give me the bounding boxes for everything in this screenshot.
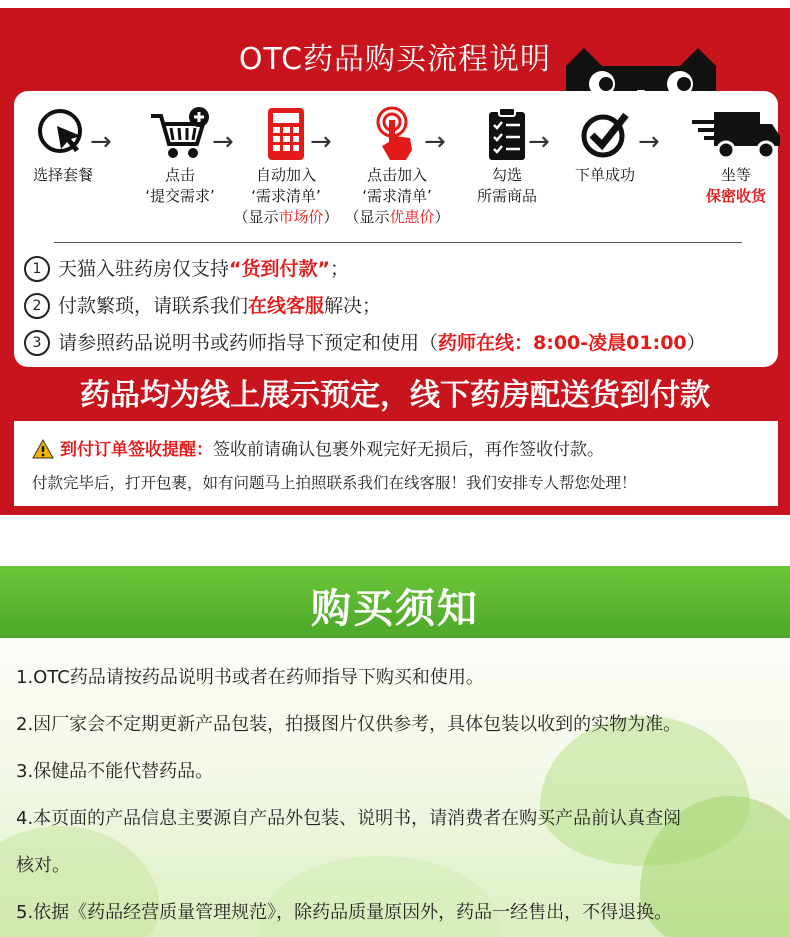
note-item: 3 请参照药品说明书或药师指导下预定和使用（药师在线：8:00-凌晨01:00） bbox=[24, 325, 768, 362]
divider bbox=[54, 242, 742, 243]
arrow-icon: → bbox=[638, 127, 660, 157]
note-item: 1 天猫入驻药房仅支持“货到付款”； bbox=[24, 251, 768, 288]
step-await-delivery: 坐等 保密收货 bbox=[677, 103, 790, 207]
arrow-icon: → bbox=[310, 127, 332, 157]
note-item: 2 付款繁琐，请联系我们在线客服解决； bbox=[24, 288, 768, 325]
rule-item: 3.保健品不能代替药品。 bbox=[16, 761, 214, 782]
notice-rules bbox=[16, 654, 780, 936]
step-submit-request: 点击 ‘提交需求’ bbox=[121, 103, 239, 207]
rule-item: 核对。 bbox=[16, 855, 70, 876]
step-select-goods: 勾选 所需商品 bbox=[448, 103, 566, 207]
process-steps bbox=[14, 103, 778, 243]
otc-process-panel bbox=[0, 8, 790, 515]
step-choose-package: 选择套餐 bbox=[4, 103, 122, 186]
rule-item: 4.本页面的产品信息主要源自产品外包装、说明书，请消费者在购买产品前认真查阅 bbox=[16, 808, 682, 829]
arrow-icon: → bbox=[90, 127, 112, 157]
cart-add-icon bbox=[149, 106, 211, 162]
notice-title: 购买须知 bbox=[311, 586, 479, 632]
purchase-notice-panel bbox=[0, 566, 790, 937]
process-card bbox=[14, 91, 778, 367]
arrow-icon: → bbox=[212, 127, 234, 157]
step-click-add: 点击加入 ‘需求清单’ （显示优惠价） bbox=[338, 103, 456, 228]
check-circle-icon bbox=[580, 109, 630, 159]
rule-item: 2.因厂家会不定期更新产品包装，拍摄图片仅供参考，具体包装以收到的实物为准。 bbox=[16, 714, 682, 735]
arrow-icon: → bbox=[528, 127, 550, 157]
rule-item: 1.OTC药品请按药品说明书或者在药师指导下购买和使用。 bbox=[16, 667, 484, 688]
cursor-icon bbox=[35, 106, 91, 162]
checklist-icon bbox=[487, 106, 527, 162]
touch-icon bbox=[374, 106, 420, 162]
rule-item: 5.依据《药品经营质量管理规范》，除药品质量原因外，药品一经售出，不得退换。 bbox=[16, 902, 673, 923]
warning-icon bbox=[32, 439, 54, 459]
notes-list bbox=[24, 251, 768, 362]
otc-title: OTC药品购买流程说明 bbox=[238, 42, 552, 77]
warning-label: 到付订单签收提醒： bbox=[60, 440, 213, 460]
warning-line2: 付款完毕后，打开包裹，如有问题马上拍照联系我们在线客服！我们安排专人帮您处理！ bbox=[32, 474, 637, 492]
step-auto-add: 自动加入 ‘需求清单’ （显示市场价） bbox=[227, 103, 345, 228]
step-order-success: 下单成功 bbox=[546, 103, 664, 186]
warning-text: 签收前请确认包裹外观完好无损后，再作签收付款。 bbox=[213, 440, 604, 460]
delivery-warning bbox=[14, 421, 778, 506]
cod-banner: 药品均为线上展示预定，线下药房配送货到付款 bbox=[80, 378, 710, 413]
arrow-icon: → bbox=[424, 127, 446, 157]
delivery-truck-icon bbox=[690, 106, 782, 162]
calculator-icon bbox=[266, 106, 306, 162]
notice-header bbox=[0, 566, 790, 638]
